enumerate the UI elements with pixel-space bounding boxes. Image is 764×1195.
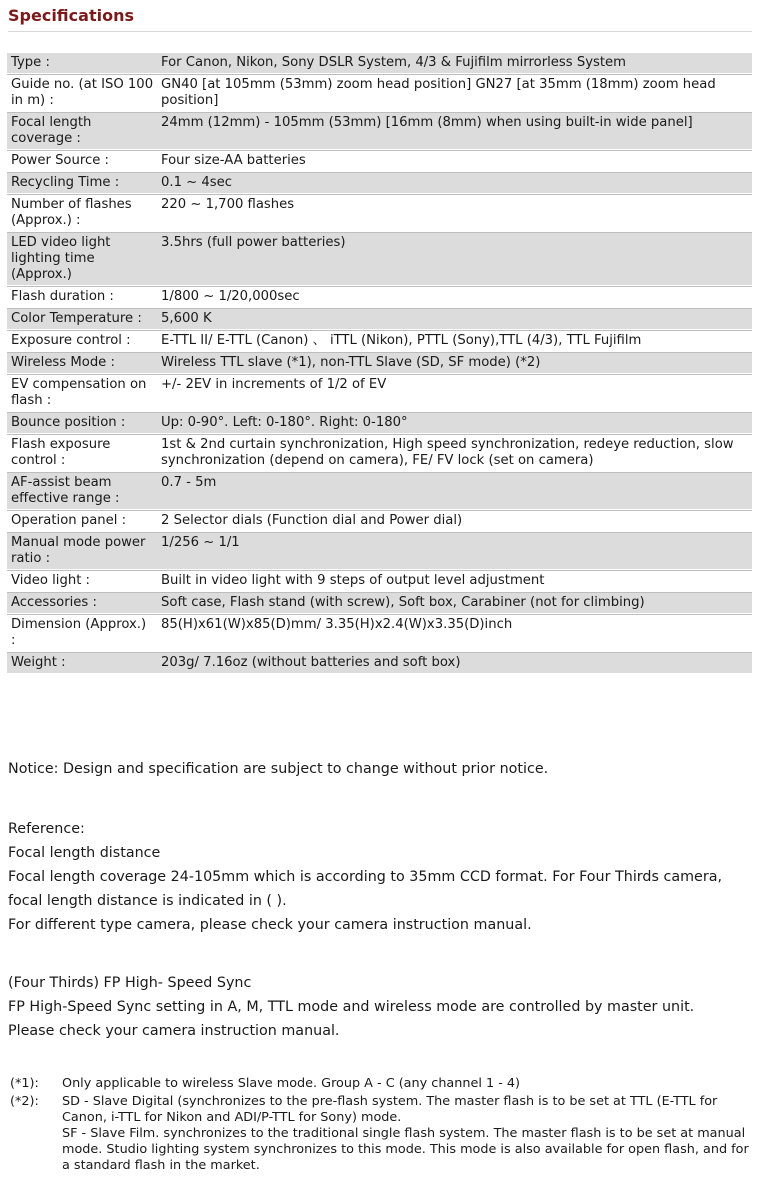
spec-row: [7, 74, 752, 111]
reference-section: [8, 817, 754, 937]
spec-value: 1st & 2nd curtain synchronization, High speed synchronization, redeye reduction, slow synchronization (depend on camera), FE/ FV lock (set on camera): [157, 434, 752, 471]
spec-label: Dimension (Approx.) :: [7, 614, 157, 651]
spec-value: 5,600 K: [157, 308, 752, 329]
spec-row: [7, 374, 752, 411]
spec-value: 0.7 - 5m: [157, 472, 752, 509]
footnote: [8, 1094, 754, 1174]
spec-row: [7, 112, 752, 149]
spec-label: Accessories :: [7, 592, 157, 613]
spec-row: [7, 412, 752, 433]
spec-value: Built in video light with 9 steps of output level adjustment: [157, 570, 752, 591]
spec-label: Color Temperature :: [7, 308, 157, 329]
reference-text: Focal length coverage 24-105mm which is according to 35mm CCD format. For Four Thirds camera, focal length distance is indicated in ( ).: [8, 869, 723, 909]
footnote-text-group: [62, 1094, 754, 1174]
spec-value: 220 ~ 1,700 flashes: [157, 194, 752, 231]
spec-label: LED video light lighting time (Approx.): [7, 232, 157, 285]
reference-text-2: For different type camera, please check your camera instruction manual.: [8, 917, 532, 933]
title-divider: [8, 31, 752, 32]
spec-row: [7, 172, 752, 193]
footnote-text: SF - Slave Film. synchronizes to the traditional single flash system. The master flash is to be set at manual mode. Studio lighting system synchronizes to this mode. This mode is also available for open flash, and for a standard flash in the market.: [62, 1126, 749, 1173]
spec-label: Video light :: [7, 570, 157, 591]
footnote-mark: (*1):: [10, 1076, 39, 1091]
spec-label: Focal length coverage :: [7, 112, 157, 149]
footnote-text: Only applicable to wireless Slave mode. Group A - C (any channel 1 - 4): [62, 1076, 521, 1091]
spec-value: 24mm (12mm) - 105mm (53mm) [16mm (8mm) when using built-in wide panel]: [157, 112, 752, 149]
fp-sync-heading: (Four Thirds) FP High- Speed Sync: [8, 975, 252, 991]
spec-label: Guide no. (at ISO 100 in m) :: [7, 74, 157, 111]
page-title: Specifications: [8, 6, 134, 25]
spec-row: [7, 352, 752, 373]
spec-row: [7, 472, 752, 509]
spec-row: [7, 330, 752, 351]
footnote-mark: (*2):: [10, 1094, 39, 1109]
spec-row: [7, 434, 752, 471]
spec-value: 203g/ 7.16oz (without batteries and soft box): [157, 652, 752, 673]
spec-value: 2 Selector dials (Function dial and Power dial): [157, 510, 752, 531]
spec-label: Manual mode power ratio :: [7, 532, 157, 569]
spec-value: Four size-AA batteries: [157, 150, 752, 171]
spec-row: [7, 308, 752, 329]
spec-label: Flash exposure control :: [7, 434, 157, 471]
spec-label: EV compensation on flash :: [7, 374, 157, 411]
spec-value: 0.1 ~ 4sec: [157, 172, 752, 193]
spec-label: Weight :: [7, 652, 157, 673]
footnote: [8, 1076, 754, 1092]
spec-row: [7, 510, 752, 531]
spec-value: 1/256 ~ 1/1: [157, 532, 752, 569]
spec-label: Power Source :: [7, 150, 157, 171]
spec-label: Wireless Mode :: [7, 352, 157, 373]
spec-row: [7, 53, 752, 73]
spec-value: Wireless TTL slave (*1), non-TTL Slave (SD, SF mode) (*2): [157, 352, 752, 373]
spec-row: [7, 150, 752, 171]
spec-value: 85(H)x61(W)x85(D)mm/ 3.35(H)x2.4(W)x3.35(D)inch: [157, 614, 752, 651]
footnotes: [8, 1076, 754, 1176]
spec-label: Operation panel :: [7, 510, 157, 531]
spec-value: Up: 0-90°. Left: 0-180°. Right: 0-180°: [157, 412, 752, 433]
fp-sync-section: [8, 971, 754, 1043]
spec-label: Exposure control :: [7, 330, 157, 351]
spec-value: GN40 [at 105mm (53mm) zoom head position] GN27 [at 35mm (18mm) zoom head position]: [157, 74, 752, 111]
spec-row: [7, 286, 752, 307]
spec-label: Bounce position :: [7, 412, 157, 433]
spec-value: For Canon, Nikon, Sony DSLR System, 4/3 & Fujifilm mirrorless System: [157, 53, 752, 73]
spec-value: Soft case, Flash stand (with screw), Soft box, Carabiner (not for climbing): [157, 592, 752, 613]
spec-row: [7, 232, 752, 285]
spec-value: 3.5hrs (full power batteries): [157, 232, 752, 285]
spec-row: [7, 614, 752, 651]
reference-heading: Reference:: [8, 821, 85, 837]
spec-row: [7, 570, 752, 591]
spec-label: Number of flashes (Approx.) :: [7, 194, 157, 231]
fp-sync-text-2: Please check your camera instruction manual.: [8, 1023, 340, 1039]
spec-label: Recycling Time :: [7, 172, 157, 193]
notice-text: Notice: Design and specification are subject to change without prior notice.: [8, 761, 549, 777]
footnote-text: SD - Slave Digital (synchronizes to the pre-flash system. The master flash is to be set at TTL (E-TTL for Canon, i-TTL for Nikon and ADI/P-TTL for Sony) mode.: [62, 1094, 718, 1125]
spec-value: E-TTL II/ E-TTL (Canon) 、 iTTL (Nikon), PTTL (Sony),TTL (4/3), TTL Fujifilm: [157, 330, 752, 351]
spec-value: +/- 2EV in increments of 1/2 of EV: [157, 374, 752, 411]
spec-label: Flash duration :: [7, 286, 157, 307]
spec-row: [7, 652, 752, 673]
specifications-table: [7, 52, 752, 674]
spec-row: [7, 194, 752, 231]
spec-row: [7, 532, 752, 569]
reference-subheading: Focal length distance: [8, 845, 161, 861]
spec-label: Type :: [7, 53, 157, 73]
spec-value: 1/800 ~ 1/20,000sec: [157, 286, 752, 307]
spec-row: [7, 592, 752, 613]
spec-label: AF-assist beam effective range :: [7, 472, 157, 509]
fp-sync-text: FP High-Speed Sync setting in A, M, TTL mode and wireless mode are controlled by master unit.: [8, 999, 695, 1015]
